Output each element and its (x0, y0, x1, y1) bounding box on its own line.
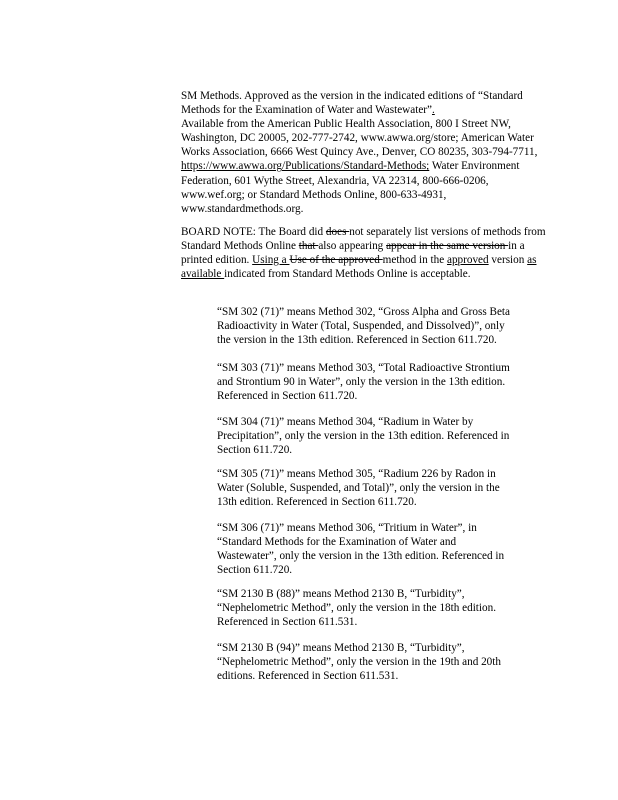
definition-sm-303 (217, 361, 551, 403)
sm-methods-text: SM Methods. Approved as the version in the indicated editions of “Standard Methods for the Examination of Water and Wastewater” (181, 90, 523, 117)
board-note-part-4: in a printed edition. (181, 240, 525, 267)
board-note-deleted-2: that (298, 240, 319, 253)
board-note-deleted-3: appear in the same version (386, 240, 509, 253)
board-note-part-3: also appearing (318, 240, 387, 253)
definition-sm-304 (217, 415, 551, 457)
definition-text: Water (Soluble, Suspended, and Total)”, only the version in the (217, 482, 500, 495)
definition-text: “SM 306 (71)” means Method 306, “Tritium in Water”, in (217, 522, 477, 534)
definition-sm-305 (217, 467, 551, 509)
definition-text: Section 611.720. (217, 444, 293, 457)
board-note-paragraph (181, 225, 551, 281)
board-note-part-6: version (488, 254, 528, 267)
board-note-inserted-3: as available (181, 254, 537, 281)
definition-text: “SM 2130 B (94)” means Method 2130 B, “Turbidity”, (217, 642, 465, 654)
board-note-part-7: indicated from Standard Methods Online is acceptable. (224, 268, 471, 281)
definition-text: editions. Referenced in Section 611.531. (217, 670, 399, 683)
sm-methods-paragraph (181, 89, 551, 216)
definition-sm-306 (217, 521, 551, 577)
definition-text: the version in the 13th edition. Referenced in Section 611.720. (217, 334, 497, 347)
board-note-part-2: not separately list versions of methods from Standard Methods Online (181, 226, 546, 253)
definition-text: “Nephelometric Method”, only the version in the 18th edition. (217, 602, 496, 615)
board-note-inserted-1: Using a (252, 254, 290, 267)
definition-text: 13th edition. Referenced in Section 611.720. (217, 496, 417, 509)
definition-text: “SM 302 (71)” means Method 302, “Gross Alpha and Gross Beta (217, 306, 511, 318)
sm-methods-inserted-url: https://www.awwa.org/Publications/Standard-Methods; (181, 160, 430, 173)
definition-sm-2130b-94 (217, 641, 551, 683)
sm-methods-wef: Water Environment Federation, 601 Wythe Street, Alexandria, VA 22314, 800-666-0206, www.wef.org; or Standard Methods Online, 800-633-4931, www.standardmethods.org. (181, 160, 520, 215)
definition-text: “SM 305 (71)” means Method 305, “Radium 226 by Radon in (217, 468, 496, 480)
definition-text: Precipitation”, only the version in the 13th edition. Referenced in (217, 430, 510, 443)
definition-sm-2130b-88 (217, 587, 551, 629)
definition-text: “SM 2130 B (88)” means Method 2130 B, “Turbidity”, (217, 588, 465, 600)
definition-text: Referenced in Section 611.720. (217, 390, 358, 403)
sm-methods-inserted-period: . (431, 104, 435, 117)
board-note-part-1: BOARD NOTE: The Board did (181, 226, 326, 238)
board-note-inserted-2: approved (446, 254, 489, 267)
board-note-deleted-4: Use of the approved (289, 254, 383, 267)
definition-text: “Nephelometric Method”, only the version in the 19th and 20th (217, 656, 501, 669)
definition-text: Section 611.720. (217, 564, 293, 577)
definition-text: “Standard Methods for the Examination of Water and (217, 536, 457, 549)
definition-text: and Strontium 90 in Water”, only the version in the 13th edition. (217, 376, 506, 389)
definition-text: “SM 303 (71)” means Method 303, “Total Radioactive Strontium (217, 362, 510, 374)
definition-text: Wastewater”, only the version in the 13th edition. Referenced in (217, 550, 505, 563)
definition-text: “SM 304 (71)” means Method 304, “Radium in Water by (217, 416, 474, 428)
definition-text: Radioactivity in Water (Total, Suspended, and Dissolved)”, only (217, 320, 505, 333)
sm-methods-availability: Available from the American Public Health Association, 800 I Street NW, Washington, DC 20005, 202-777-2742, www.awwa.org/store; American Water Works Association, 6666 West Quincy Ave., Denver, CO 80235, 303-794-7711, (181, 118, 538, 159)
definition-text: Referenced in Section 611.531. (217, 616, 358, 629)
board-note-part-5: method in the (382, 254, 447, 267)
board-note-deleted-1: does (325, 226, 350, 238)
definition-sm-302 (217, 305, 551, 347)
